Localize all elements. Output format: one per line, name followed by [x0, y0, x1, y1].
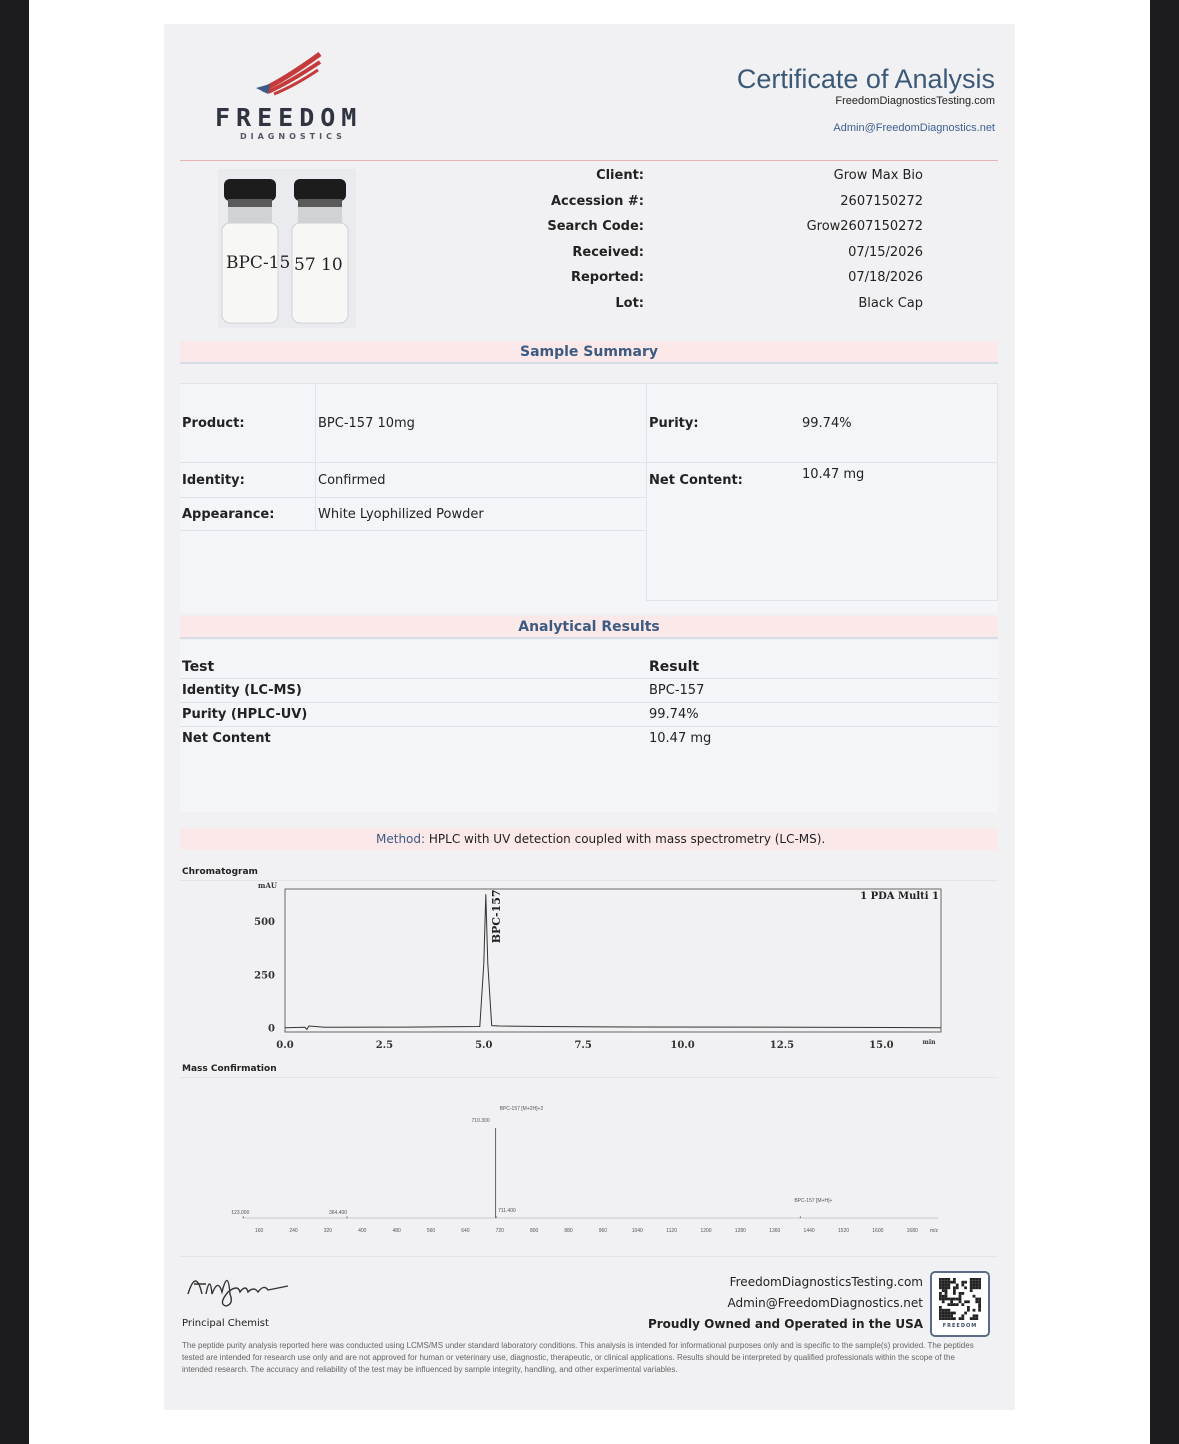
qr-module — [978, 1298, 981, 1301]
client-info-value: 07/15/2026 — [848, 244, 923, 260]
qr-module — [939, 1314, 942, 1317]
qr-module — [942, 1289, 945, 1292]
qr-module — [973, 1278, 976, 1281]
qr-module — [970, 1286, 973, 1289]
qr-module — [978, 1278, 981, 1281]
mass-main-peak-mz: 710.300 — [471, 1118, 490, 1124]
qr-module — [975, 1284, 978, 1287]
chromatogram-y-tick-label: 0 — [268, 1023, 275, 1035]
freedom-logo-flag-icon — [254, 50, 324, 100]
chromatogram-x-unit: min — [922, 1039, 936, 1046]
qr-module — [978, 1306, 981, 1309]
client-info-value: 07/18/2026 — [848, 270, 923, 286]
net-content-label: Net Content: — [649, 473, 743, 488]
qr-module — [945, 1295, 948, 1298]
mass-x-tick-label: 720 — [495, 1228, 504, 1234]
qr-module — [947, 1284, 950, 1287]
qr-module — [970, 1284, 973, 1287]
qr-module — [959, 1292, 962, 1295]
qr-module — [953, 1286, 956, 1289]
mass-mh-peak-label: BPC-157 [M+H]+ — [794, 1198, 833, 1204]
product-value: BPC-157 10mg — [318, 416, 415, 431]
summary-row-rule-4 — [646, 600, 998, 601]
qr-module — [959, 1300, 962, 1303]
chromatogram-x-tick-label: 12.5 — [769, 1040, 795, 1051]
qr-module — [945, 1292, 948, 1295]
disclaimer-text: The peptide purity analysis reported here was conducted using LCMS/MS under standard laboratory conditions. This analysis is intended for informational purposes only and is specific to the sample(s) provided. The peptides tested are intended for research use only and are not approved for human or veterinary use, diagnostic, therapeutic, or clinical applications. Results should be interpreted by qualified professionals within the scope of the intended research. The accuracy and reliability of the test may be influenced by sample integrity, handling, and other experimental variables. — [182, 1341, 974, 1374]
brand-logo-subtext: DIAGNOSTICS — [240, 132, 346, 141]
mass-x-tick-label: 1600 — [872, 1228, 884, 1234]
qr-module — [942, 1309, 945, 1312]
sample-summary-title: Sample Summary — [519, 344, 658, 360]
purity-label: Purity: — [649, 416, 699, 431]
qr-module — [950, 1314, 953, 1317]
chromatogram-x-tick-label: 2.5 — [375, 1040, 394, 1051]
client-info-value: 2607150272 — [840, 193, 923, 209]
mass-x-tick-label: 240 — [289, 1228, 298, 1234]
qr-module — [953, 1292, 956, 1295]
vial-label-right: 57 10 — [294, 255, 343, 275]
signature-icon — [184, 1264, 294, 1308]
mass-x-tick-label: 800 — [529, 1228, 539, 1234]
qr-module — [973, 1284, 976, 1287]
qr-module — [959, 1298, 962, 1301]
qr-module — [959, 1317, 962, 1320]
method-band — [180, 828, 998, 850]
mass-x-tick-label: 1200 — [700, 1228, 712, 1234]
qr-module — [959, 1295, 962, 1298]
client-info-value: Grow2607150272 — [806, 219, 923, 235]
results-value-cell: 99.74% — [649, 707, 699, 722]
mass-x-unit: m/z — [929, 1228, 939, 1234]
qr-module — [939, 1306, 942, 1309]
chemist-signature — [184, 1264, 294, 1308]
qr-module — [947, 1281, 950, 1284]
qr-module — [939, 1292, 942, 1295]
qr-module — [953, 1289, 956, 1292]
qr-module — [973, 1286, 976, 1289]
qr-module — [970, 1278, 973, 1281]
chromatogram-trace-line — [285, 894, 941, 1029]
client-info-label: Lot: — [615, 296, 644, 311]
header-website-link[interactable]: FreedomDiagnosticsTesting.com — [835, 95, 995, 107]
mass-main-peak-label: BPC-157 [M+2H]+2 — [499, 1106, 544, 1112]
mass-x-tick-label: 1360 — [769, 1228, 781, 1234]
qr-module — [939, 1281, 942, 1284]
qr-module — [961, 1314, 964, 1317]
mass-x-tick-label: 480 — [392, 1228, 401, 1234]
client-info-value: Grow Max Bio — [833, 168, 923, 183]
qr-module — [945, 1309, 948, 1312]
client-info-label: Reported: — [570, 270, 644, 286]
qr-module — [953, 1298, 956, 1301]
client-info-label: Accession #: — [550, 193, 644, 209]
chromatogram-label: Chromatogram — [182, 867, 258, 877]
mass-x-tick-label: 960 — [598, 1228, 608, 1234]
appearance-label: Appearance: — [182, 507, 275, 522]
qr-module — [939, 1278, 942, 1281]
identity-label: Identity: — [182, 473, 245, 488]
qr-module — [942, 1298, 945, 1301]
qr-module — [970, 1289, 973, 1292]
brand-logo-text: FREEDOM — [215, 103, 363, 132]
analytical-results-band — [180, 616, 998, 639]
mass-small-peak-2-mz: 364.400 — [329, 1210, 348, 1216]
mass-x-tick-label: 640 — [461, 1228, 470, 1234]
client-info-label: Search Code: — [547, 219, 644, 235]
results-row-rule — [180, 726, 998, 727]
qr-module — [947, 1314, 950, 1317]
qr-module — [970, 1281, 973, 1284]
qr-module — [953, 1317, 956, 1320]
chromatogram-plot-frame — [285, 889, 941, 1032]
qr-module — [950, 1298, 953, 1301]
qr-module — [961, 1284, 964, 1287]
summary-row-rule-1 — [180, 462, 998, 463]
sample-summary-band — [180, 341, 998, 364]
analytical-results-title: Analytical Results — [518, 619, 660, 635]
client-info-value: Black Cap — [858, 296, 923, 311]
qr-module — [973, 1317, 976, 1320]
mass-iso-peak-mz: 711.400 — [498, 1208, 516, 1214]
chromatogram-x-tick-label: 10.0 — [670, 1040, 695, 1051]
mass-x-tick-label: 1120 — [666, 1228, 678, 1234]
method-line — [376, 832, 825, 846]
chromatogram-chart — [180, 881, 998, 1061]
qr-module — [942, 1286, 945, 1289]
summary-col-rule-2 — [646, 383, 647, 601]
mass-x-tick-label: 1520 — [837, 1228, 850, 1234]
results-col-test-header: Test — [182, 659, 215, 675]
footer-website-link[interactable]: FreedomDiagnosticsTesting.com — [729, 1275, 923, 1289]
qr-module — [956, 1284, 959, 1287]
header-email-link[interactable]: Admin@FreedomDiagnostics.net — [833, 122, 995, 134]
chromatogram-peak-label: BPC-157 — [489, 889, 503, 944]
footer-tagline: Proudly Owned and Operated in the USA — [647, 1317, 923, 1331]
qr-module — [961, 1292, 964, 1295]
qr-module — [970, 1317, 973, 1320]
chromatogram-y-tick-label: 500 — [254, 917, 275, 929]
qr-module — [950, 1312, 953, 1315]
results-row-rule — [180, 702, 998, 703]
chromatogram-x-tick-label: 0.0 — [276, 1040, 294, 1051]
qr-module — [939, 1312, 942, 1315]
summary-col-rule-1 — [315, 383, 316, 531]
qr-module — [978, 1303, 981, 1306]
appearance-value: White Lyophilized Powder — [318, 507, 484, 522]
qr-module — [973, 1314, 976, 1317]
qr-label: FREEDOM — [942, 1323, 978, 1329]
results-test-cell: Net Content — [182, 731, 271, 746]
qr-module — [945, 1286, 948, 1289]
qr-module — [947, 1303, 950, 1306]
chromatogram-y-tick-label: 250 — [254, 970, 275, 982]
footer-top-rule — [180, 1256, 998, 1257]
summary-top-rule — [180, 383, 998, 384]
summary-col-rule-3 — [997, 383, 998, 601]
mass-x-tick-label: 560 — [426, 1228, 436, 1234]
chromatogram-x-tick-label: 7.5 — [574, 1040, 592, 1051]
qr-module — [939, 1317, 942, 1320]
qr-module — [953, 1303, 956, 1306]
chemist-title: Principal Chemist — [182, 1318, 269, 1329]
qr-module — [961, 1303, 964, 1306]
signature-text — [184, 1264, 185, 1265]
qr-module — [978, 1300, 981, 1303]
purity-value: 99.74% — [802, 416, 852, 431]
qr-module — [978, 1309, 981, 1312]
qr-code-icon — [932, 1273, 988, 1323]
summary-row-rule-3 — [180, 530, 646, 531]
qr-module — [967, 1309, 970, 1312]
qr-module — [975, 1300, 978, 1303]
chromatogram-detector-label: 1 PDA Multi 1 — [860, 891, 939, 902]
qr-module — [942, 1284, 945, 1287]
qr-module — [975, 1286, 978, 1289]
footer-email-link[interactable]: Admin@FreedomDiagnostics.net — [727, 1296, 923, 1310]
product-vial-photo — [218, 169, 356, 328]
results-value-cell: BPC-157 — [649, 683, 705, 698]
product-label: Product: — [182, 416, 245, 431]
qr-module — [945, 1281, 948, 1284]
mass-confirmation-label: Mass Confirmation — [182, 1064, 277, 1074]
qr-module — [939, 1286, 942, 1289]
qr-module — [950, 1317, 953, 1320]
qr-module — [961, 1317, 964, 1320]
qr-module — [978, 1286, 981, 1289]
results-col-result-header: Result — [649, 659, 700, 675]
results-test-cell: Identity (LC-MS) — [182, 683, 302, 698]
mass-x-tick-label: 320 — [323, 1228, 333, 1234]
qr-module — [947, 1309, 950, 1312]
mass-spectrum-chart — [180, 1078, 998, 1248]
qr-module — [947, 1286, 950, 1289]
qr-module — [964, 1286, 967, 1289]
qr-module — [942, 1317, 945, 1320]
mass-x-tick-label: 1440 — [803, 1228, 815, 1234]
qr-code[interactable] — [930, 1271, 990, 1337]
qr-module — [953, 1278, 956, 1281]
qr-module — [947, 1312, 950, 1315]
results-value-cell: 10.47 mg — [649, 731, 712, 746]
qr-module — [939, 1309, 942, 1312]
qr-module — [978, 1284, 981, 1287]
client-info-label: Client: — [596, 168, 644, 183]
chromatogram-x-tick-label: 5.0 — [475, 1040, 493, 1051]
qr-module — [975, 1314, 978, 1317]
client-info-label: Received: — [572, 244, 644, 260]
method-label: Method: — [376, 832, 426, 846]
qr-module — [939, 1298, 942, 1301]
qr-module — [953, 1312, 956, 1315]
identity-value: Confirmed — [318, 473, 386, 488]
qr-module — [945, 1284, 948, 1287]
qr-module — [942, 1314, 945, 1317]
header-divider — [180, 160, 998, 161]
mass-small-peak-1-mz: 123.000 — [231, 1210, 250, 1216]
qr-module — [975, 1281, 978, 1284]
qr-module — [945, 1312, 948, 1315]
qr-module — [950, 1300, 953, 1303]
qr-module — [947, 1298, 950, 1301]
qr-module — [945, 1298, 948, 1301]
method-text: HPLC with UV detection coupled with mass spectrometry (LC-MS). — [428, 832, 826, 846]
qr-module — [950, 1281, 953, 1284]
sample-summary-panel — [180, 383, 998, 613]
mass-x-tick-label: 400 — [358, 1228, 367, 1234]
mass-x-tick-label: 1040 — [631, 1228, 643, 1234]
qr-module — [942, 1281, 945, 1284]
net-content-value: 10.47 mg — [802, 467, 865, 482]
qr-module — [975, 1278, 978, 1281]
qr-module — [956, 1298, 959, 1301]
qr-module — [945, 1278, 948, 1281]
qr-module — [956, 1303, 959, 1306]
qr-module — [942, 1278, 945, 1281]
vial-image-icon — [218, 169, 356, 328]
qr-module — [964, 1312, 967, 1315]
qr-module — [939, 1295, 942, 1298]
qr-module — [973, 1295, 976, 1298]
qr-module — [961, 1281, 964, 1284]
qr-module — [939, 1284, 942, 1287]
qr-module — [964, 1300, 967, 1303]
qr-module — [942, 1295, 945, 1298]
qr-module — [973, 1309, 976, 1312]
qr-module — [953, 1281, 956, 1284]
qr-module — [975, 1298, 978, 1301]
qr-module — [975, 1317, 978, 1320]
qr-module — [945, 1289, 948, 1292]
qr-module — [942, 1300, 945, 1303]
qr-module — [973, 1281, 976, 1284]
qr-module — [956, 1286, 959, 1289]
vial-label-left: BPC-15 — [226, 253, 291, 273]
qr-module — [947, 1278, 950, 1281]
mass-x-tick-label: 1680 — [906, 1228, 918, 1234]
summary-row-rule-2 — [180, 497, 646, 498]
results-row-rule — [180, 678, 998, 679]
chromatogram-x-tick-label: 15.0 — [869, 1040, 894, 1051]
qr-module — [967, 1300, 970, 1303]
chromatogram-y-unit: mAU — [258, 881, 277, 890]
qr-module — [950, 1303, 953, 1306]
qr-module — [978, 1281, 981, 1284]
qr-module — [967, 1306, 970, 1309]
mass-x-tick-label: 880 — [564, 1228, 573, 1234]
mass-x-tick-label: 1280 — [734, 1228, 746, 1234]
results-test-cell: Purity (HPLC-UV) — [182, 707, 308, 722]
qr-module — [947, 1317, 950, 1320]
qr-module — [964, 1281, 967, 1284]
qr-module — [942, 1312, 945, 1315]
qr-module — [945, 1317, 948, 1320]
page-title: Certificate of Analysis — [736, 64, 995, 94]
qr-module — [945, 1314, 948, 1317]
mass-x-tick-label: 160 — [255, 1228, 264, 1234]
